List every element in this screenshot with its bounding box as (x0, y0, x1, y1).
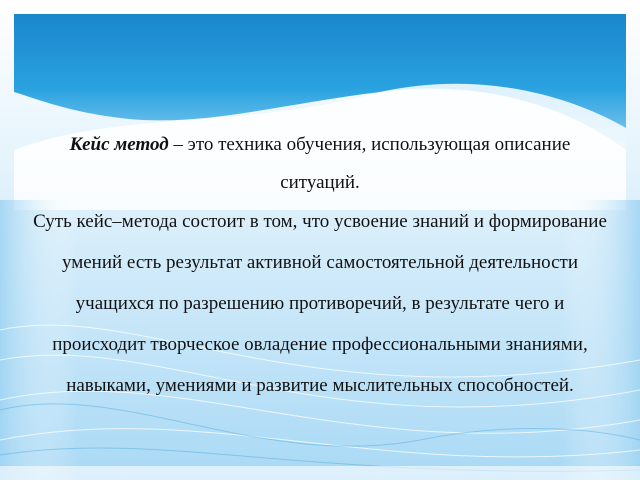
definition-term: Кейс метод (69, 134, 169, 155)
description-paragraph: Суть кейс–метода состоит в том, что усвоение знаний и формирование умений есть результат активной самостоятельной деятельности учащихся по разрешению противоречий, в результате чего и происходит творческое овладение профессиональными знаниями, навыками, умениями и развитие мыслительных способностей. (33, 211, 607, 396)
definition-text: – это техника обучения, использующая описание ситуаций. (168, 134, 571, 193)
definition (40, 126, 600, 202)
